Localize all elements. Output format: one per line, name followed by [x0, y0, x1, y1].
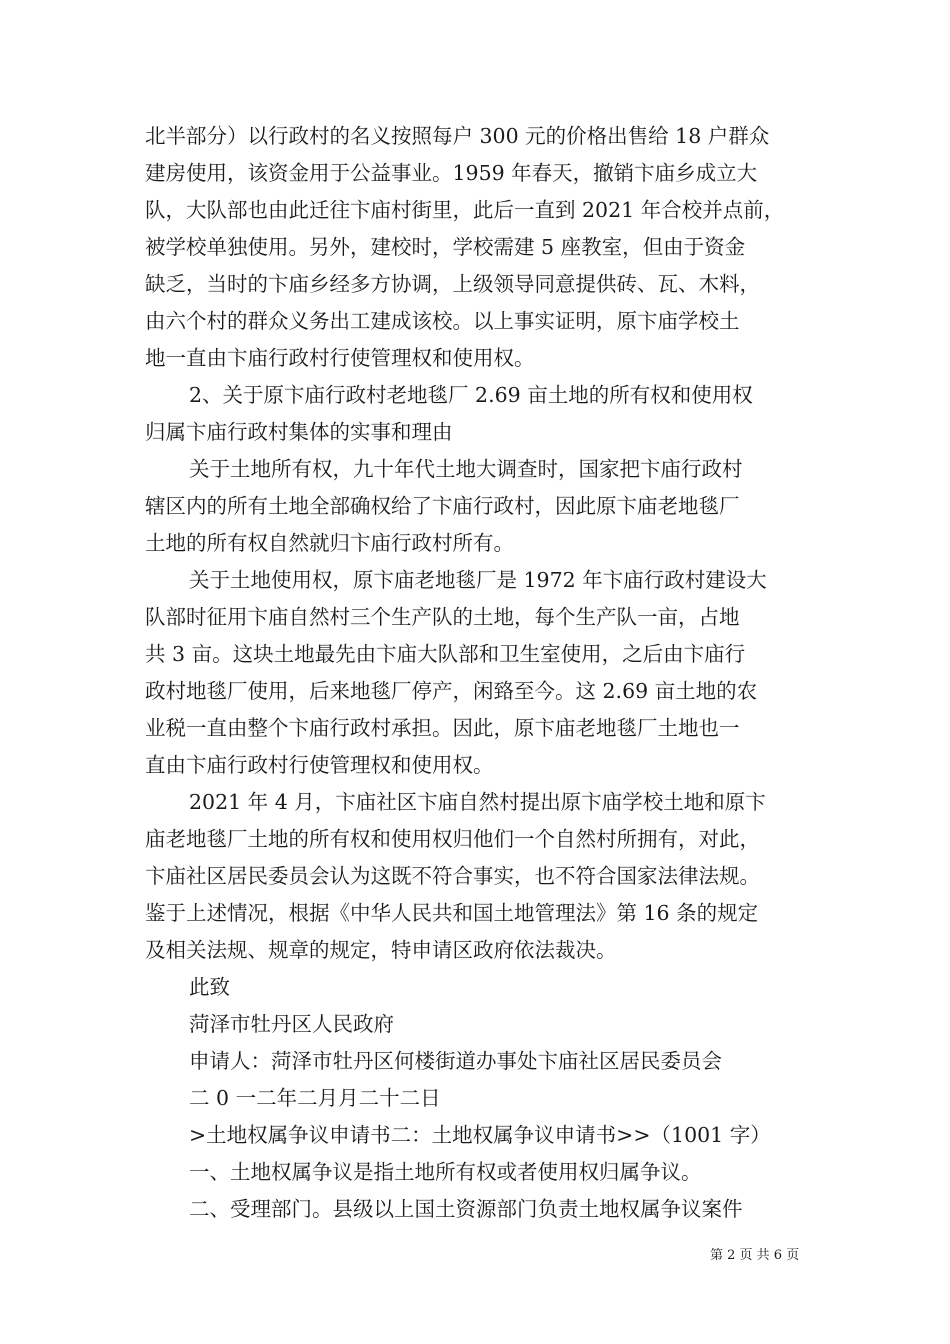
text-line: 被学校单独使用。另外，建校时，学校需建 5 座教室，但由于资金 [145, 235, 746, 259]
text-line: 关于土地使用权，原卞庙老地毯厂是 1972 年卞庙行政村建设大 [189, 568, 767, 592]
text-line: 此致 [189, 975, 230, 999]
text-line: 辖区内的所有土地全部确权给了卞庙行政村，因此原卞庙老地毯厂 [145, 494, 740, 518]
text-line: 菏泽市牡丹区人民政府 [189, 1012, 394, 1036]
page-number: 第 2 页 共 6 页 [710, 1248, 800, 1263]
text-line: 直由卞庙行政村行使管理权和使用权。 [145, 753, 494, 777]
text-line: >土地权属争议申请书二：土地权属争议申请书>>（1001 字） [189, 1123, 771, 1147]
text-line: 业税一直由整个卞庙行政村承担。因此，原卞庙老地毯厂土地也一 [145, 716, 740, 740]
text-line: 共 3 亩。这块土地最先由卞庙大队部和卫生室使用，之后由卞庙行 [145, 642, 746, 666]
text-line: 政村地毯厂使用，后来地毯厂停产，闲臵至今。这 2.69 亩土地的农 [145, 679, 758, 703]
text-line: 土地的所有权自然就归卞庙行政村所有。 [145, 531, 514, 555]
text-line: 北半部分）以行政村的名义按照每户 300 元的价格出售给 18 户群众 [145, 124, 770, 148]
text-line: 卞庙社区居民委员会认为这既不符合事实，也不符合国家法律法规。 [145, 864, 760, 888]
text-line: 申请人：菏泽市牡丹区何楼街道办事处卞庙社区居民委员会 [189, 1049, 722, 1073]
text-line: 关于土地所有权，九十年代土地大调查时，国家把卞庙行政村 [189, 457, 743, 481]
text-line: 二、受理部门。县级以上国土资源部门负责土地权属争议案件 [189, 1197, 743, 1221]
text-line: 鉴于上述情况，根据《中华人民共和国土地管理法》第 16 条的规定 [145, 901, 759, 925]
text-line: 2、关于原卞庙行政村老地毯厂 2.69 亩土地的所有权和使用权 [189, 383, 753, 407]
text-line: 由六个村的群众义务出工建成该校。以上事实证明，原卞庙学校土 [145, 309, 740, 333]
document-body [145, 118, 815, 1228]
text-line: 建房使用，该资金用于公益事业。1959 年春天，撤销卞庙乡成立大 [145, 161, 758, 185]
text-line: 庙老地毯厂土地的所有权和使用权归他们一个自然村所拥有，对此， [145, 827, 760, 851]
text-line: 归属卞庙行政村集体的实事和理由 [145, 420, 453, 444]
text-line: 缺乏，当时的卞庙乡经多方协调，上级领导同意提供砖、瓦、木料， [145, 272, 760, 296]
text-line: 一、土地权属争议是指土地所有权或者使用权归属争议。 [189, 1160, 702, 1184]
text-line: 地一直由卞庙行政村行使管理权和使用权。 [145, 346, 535, 370]
text-line: 及相关法规、规章的规定，特申请区政府依法裁决。 [145, 938, 617, 962]
text-line: 二 0 一二年二月月二十二日 [189, 1086, 441, 1110]
text-line: 队，大队部也由此迁往卞庙村街里，此后一直到 2021 年合校并点前， [145, 198, 785, 222]
text-line: 2021 年 4 月，卞庙社区卞庙自然村提出原卞庙学校土地和原卞 [189, 790, 766, 814]
text-line: 队部时征用卞庙自然村三个生产队的土地，每个生产队一亩，占地 [145, 605, 740, 629]
